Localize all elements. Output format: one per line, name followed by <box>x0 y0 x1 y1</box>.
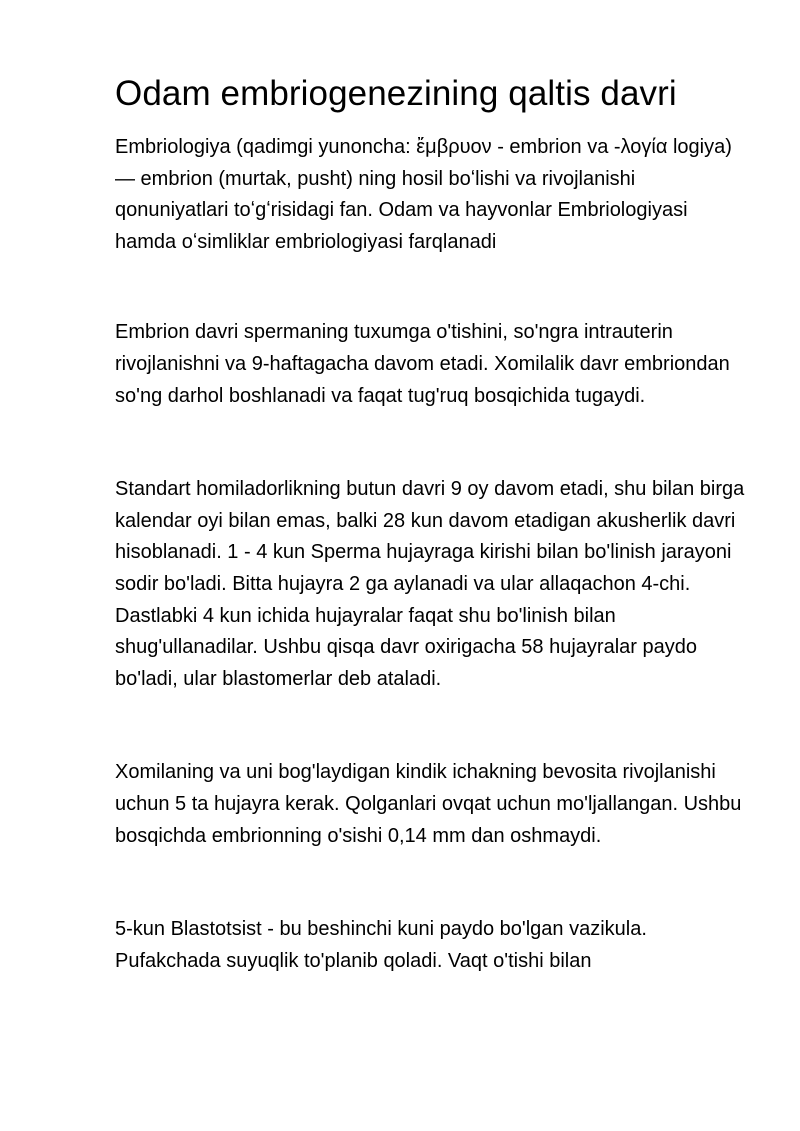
document-title: Odam embriogenezining qaltis davri <box>115 74 677 113</box>
document-page <box>115 70 745 1039</box>
paragraph-embrion-davri: Embrion davri spermaning tuxumga o'tishini, so'ngra intrauterin rivojlanishni va 9-haftagacha davom etadi. Xomilalik davr embriondan so'ng darhol boshlanadi va faqat tug'ruq bosqichida tugaydi. <box>115 321 730 407</box>
paragraph-blastotsist: 5-kun Blastotsist - bu beshinchi kuni paydo bo'lgan vazikula. Pufakchada suyuqlik to'planib qoladi. Vaqt o'tishi bilan <box>115 918 647 972</box>
paragraph-homiladorlik: Standart homiladorlikning butun davri 9 oy davom etadi, shu bilan birga kalendar oyi bilan emas, balki 28 kun davom etadigan akusherlik davri hisoblanadi. 1 - 4 kun Sperma hujayraga kirishi bilan bo'linish jarayoni sodir bo'ladi. Bitta hujayra 2 ga aylanadi va ular allaqachon 4-chi. Dastlabki 4 kun ichida hujayralar faqat shu bo'linish bilan shug'ullanadilar. Ushbu qisqa davr oxirigacha 58 hujayralar paydo bo'ladi, ular blastomerlar deb ataladi. <box>115 478 745 690</box>
paragraph-xomila: Xomilaning va uni bog'laydigan kindik ichakning bevosita rivojlanishi uchun 5 ta hujayra kerak. Qolganlari ovqat uchun mo'ljallangan. Ushbu bosqichda embrionning o'sishi 0,14 mm dan oshmaydi. <box>115 761 742 847</box>
paragraph-embriologiya: Embriologiya (qadimgi yunoncha: ἔμβρυον - embrion va -λογία logiya) — embrion (murtak, pusht) ning hosil boʻlishi va rivojlanishi qonuniyatlari toʻgʻrisidagi fan. Odam va hayvonlar Embriologiyasi hamda oʻsimliklar embriologiyasi farqlanadi <box>115 136 732 253</box>
